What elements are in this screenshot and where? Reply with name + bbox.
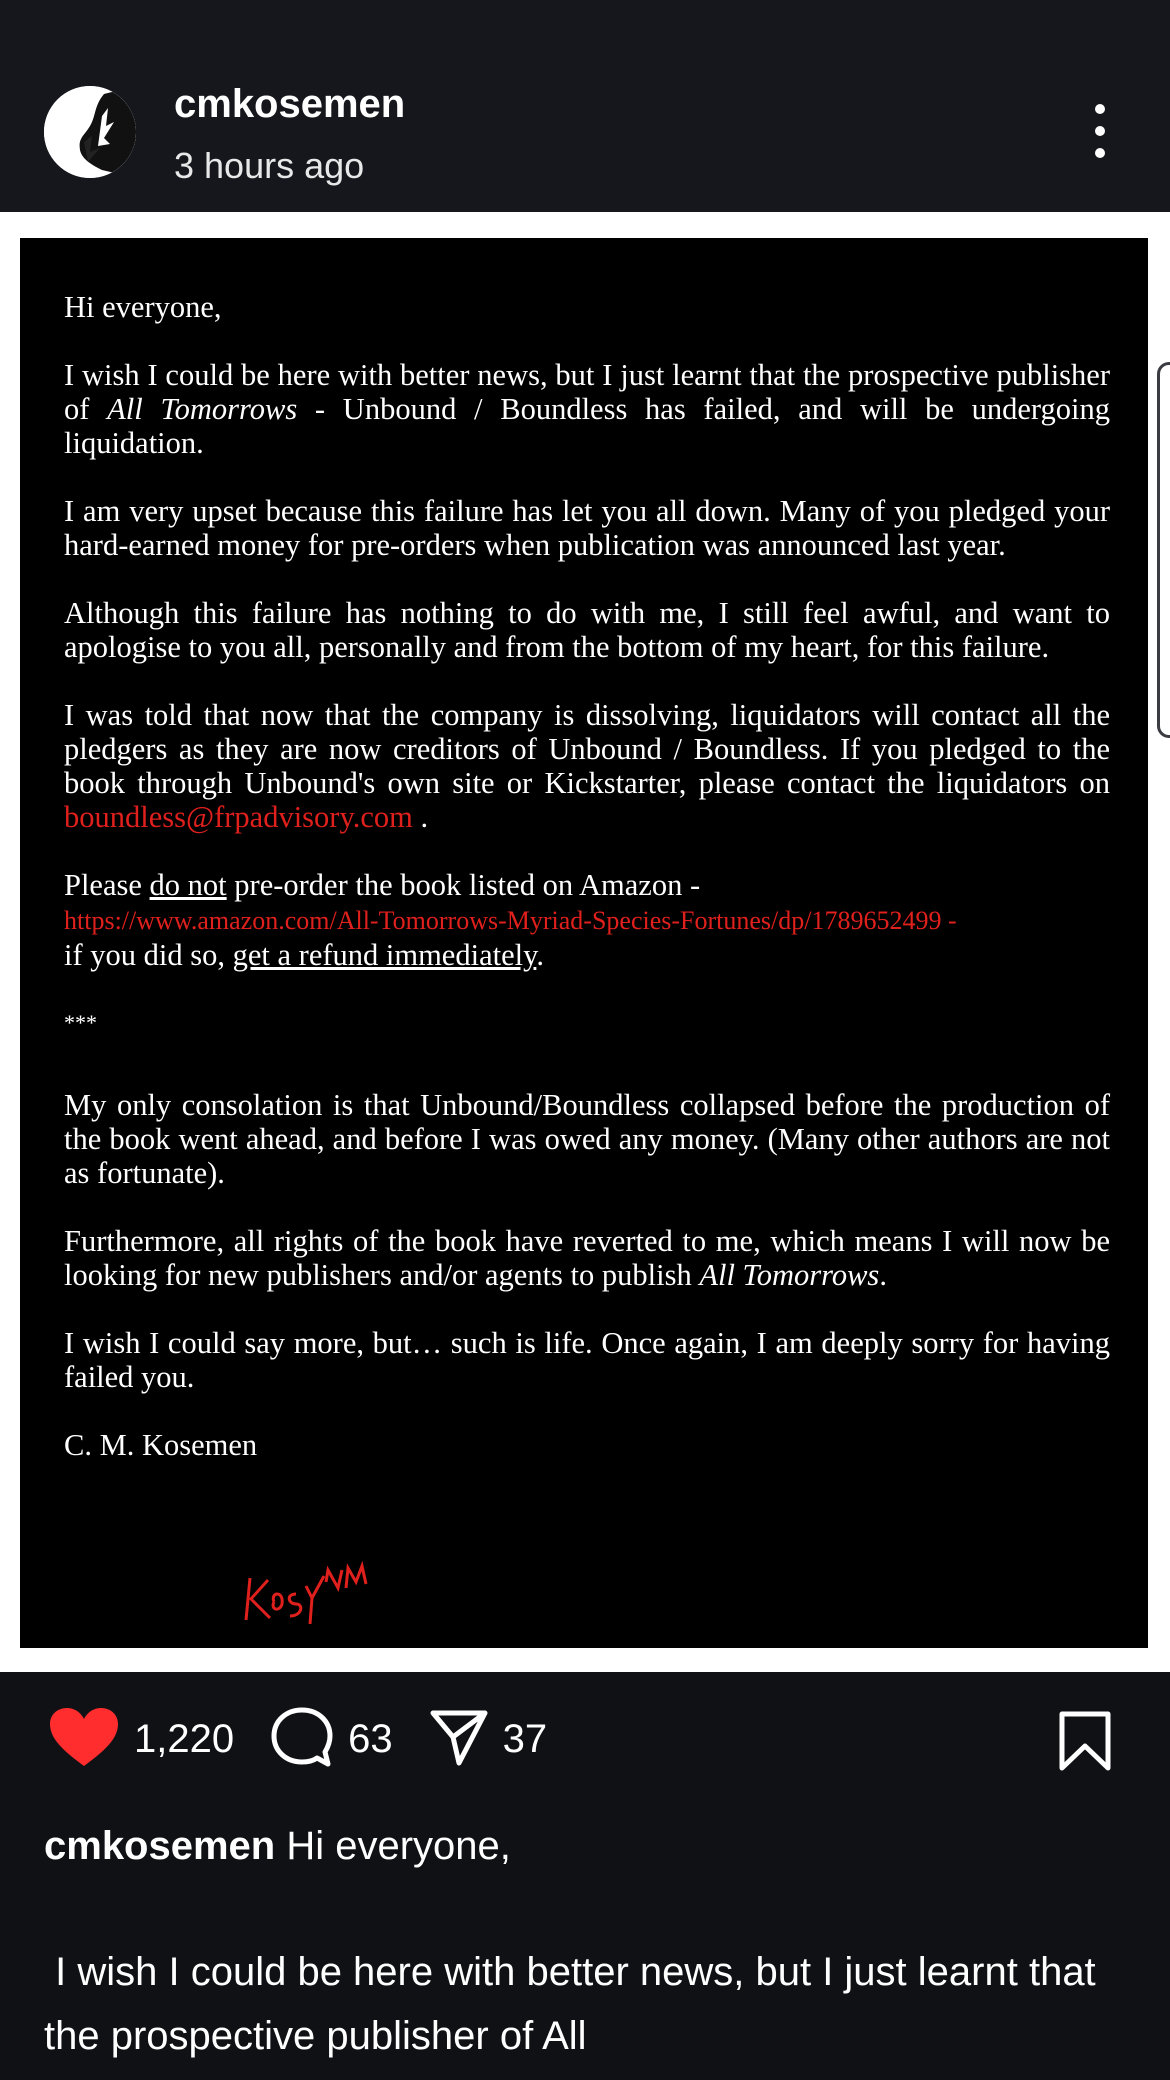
caption-header [44, 1818, 1134, 1874]
bookmark-icon[interactable] [1058, 1710, 1112, 1777]
post-header [0, 0, 1170, 212]
scroll-handle[interactable] [1157, 362, 1170, 738]
amazon-url: https://www.amazon.com/All-Tomorrows-Myriad-Species-Fortunes/dp/1789652499 - [64, 906, 957, 935]
caption-username[interactable]: cmkosemen [44, 1824, 276, 1868]
post-username[interactable]: cmkosemen [174, 82, 406, 126]
letter-paragraph-4: I was told that now that the company is dissolving, liquidators will contact all the pledgers as they are now creditors of Unbound / Boundless. If you pledged to the book through Unbound's own site or Kickstarter, please contact the liquidators on boundless@frpadvisory.com . [64, 698, 1110, 834]
letter-paragraph-5: Please do not pre-order the book listed on Amazon - https://www.amazon.com/All-Tomorrows-Myriad-Species-Fortunes/dp/1789652499 - if you did so, get a refund immediately. [64, 868, 957, 972]
like-count[interactable]: 1,220 [134, 1717, 235, 1761]
letter-paragraph-8: I wish I could say more, but… such is life. Once again, I am deeply sorry for having failed you. [64, 1326, 1110, 1394]
handwritten-signature [240, 1558, 400, 1635]
share-count[interactable]: 37 [502, 1717, 548, 1761]
letter-image [20, 238, 1148, 1648]
section-break: *** [64, 1010, 97, 1035]
liquidator-email: boundless@frpadvisory.com [64, 800, 413, 834]
letter-greeting: Hi everyone, [64, 290, 222, 324]
heart-icon[interactable] [48, 1706, 120, 1773]
post-timestamp: 3 hours ago [174, 145, 365, 186]
post-actions [0, 1672, 1170, 1790]
letter-paragraph-2: I am very upset because this failure has let you all down. Many of you pledged your hard-earned money for pre-orders when publication was announced last year. [64, 494, 1110, 562]
comment-count[interactable]: 63 [348, 1717, 393, 1761]
letter-paragraph-7: Furthermore, all rights of the book have reverted to me, which means I will now be looking for new publishers and/or agents to publish All Tomorrows. [64, 1224, 1110, 1292]
letter-paragraph-1: I wish I could be here with better news, but I just learnt that the prospective publisher of All Tomorrows - Unbound / Boundless has failed, and will be undergoing liquidation. [64, 358, 1110, 460]
caption-body: I wish I could be here with better news, but I just learnt that the prospective publisher of All [44, 1950, 1096, 2058]
avatar[interactable] [44, 86, 136, 178]
letter-paragraph-3: Although this failure has nothing to do with me, I still feel awful, and want to apologise to you all, personally and from the bottom of my heart, for this failure. [64, 596, 1110, 664]
more-options-icon[interactable] [1080, 104, 1120, 168]
letter-paragraph-6: My only consolation is that Unbound/Boundless collapsed before the production of the book went ahead, and before I was owed any money. (Many other authors are not as fortunate). [64, 1088, 1110, 1190]
post-image[interactable] [0, 212, 1170, 1672]
share-icon[interactable] [429, 1707, 489, 1772]
comment-icon[interactable] [270, 1706, 334, 1773]
caption-first-line: Hi everyone, [286, 1824, 511, 1868]
letter-signoff: C. M. Kosemen [64, 1428, 258, 1462]
